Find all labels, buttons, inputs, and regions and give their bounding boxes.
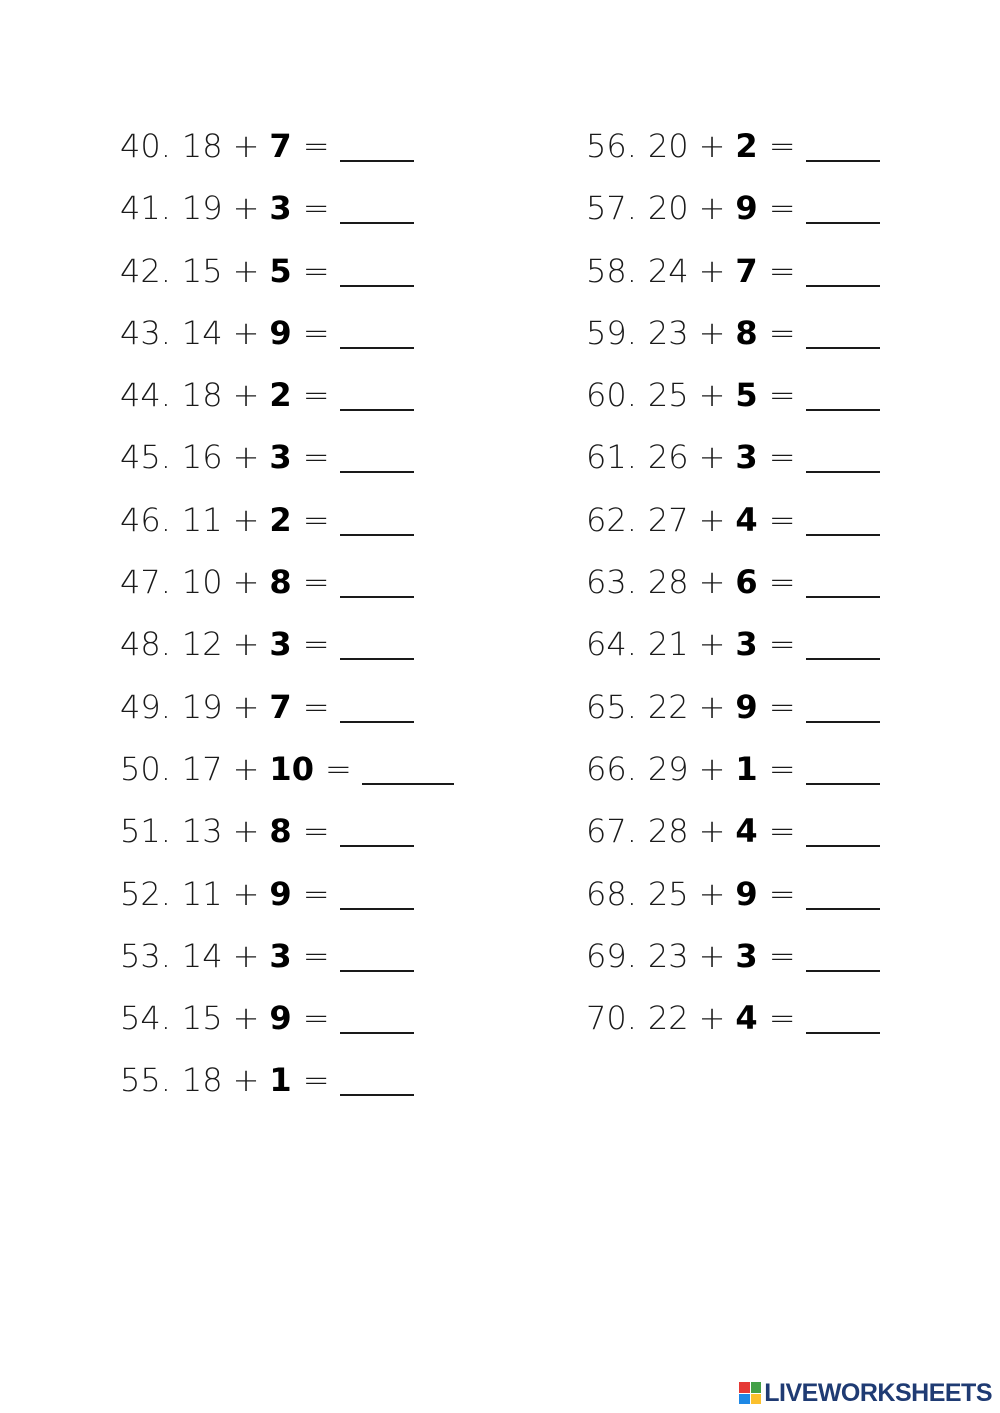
problem-number: 64. (586, 625, 637, 664)
first-addend: 20 (647, 189, 689, 228)
equals-sign: = (768, 687, 796, 726)
problem-row (120, 616, 454, 678)
equals-sign: = (302, 999, 330, 1038)
second-addend: 1 (735, 749, 758, 788)
plus-sign: + (232, 625, 260, 664)
problem-row (120, 243, 454, 305)
first-addend: 12 (181, 625, 223, 664)
answer-blank[interactable] (340, 222, 414, 224)
first-addend: 19 (181, 687, 223, 726)
first-addend: 23 (647, 313, 689, 352)
liveworksheets-logo-icon (739, 1382, 761, 1404)
answer-blank[interactable] (806, 160, 880, 162)
first-addend: 10 (181, 563, 223, 602)
plus-sign: + (232, 376, 260, 415)
second-addend: 3 (735, 625, 758, 664)
problem-row (586, 741, 880, 803)
plus-sign: + (232, 749, 260, 788)
problem-row (120, 1052, 454, 1114)
equals-sign: = (768, 936, 796, 975)
equals-sign: = (768, 874, 796, 913)
answer-blank[interactable] (362, 783, 454, 785)
problem-row (120, 429, 454, 491)
second-addend: 7 (269, 127, 292, 165)
answer-blank[interactable] (340, 347, 414, 349)
problem-number: 48. (120, 625, 171, 664)
answer-blank[interactable] (340, 409, 414, 411)
second-addend: 7 (269, 687, 292, 726)
problem-number: 66. (586, 749, 637, 788)
answer-blank[interactable] (806, 471, 880, 473)
problem-number: 69. (586, 936, 637, 975)
problem-row (586, 803, 880, 865)
problem-number: 65. (586, 687, 637, 726)
first-addend: 13 (181, 812, 223, 851)
answer-blank[interactable] (340, 160, 414, 162)
plus-sign: + (232, 251, 260, 290)
first-addend: 19 (181, 189, 223, 228)
problem-row (586, 616, 880, 678)
problem-row (120, 118, 454, 180)
plus-sign: + (698, 749, 726, 788)
problem-row (120, 180, 454, 242)
answer-blank[interactable] (806, 409, 880, 411)
problem-row (120, 305, 454, 367)
equals-sign: = (768, 376, 796, 415)
plus-sign: + (232, 500, 260, 539)
problem-row (120, 741, 454, 803)
plus-sign: + (698, 812, 726, 851)
problem-row (120, 367, 454, 429)
second-addend: 9 (735, 874, 758, 913)
plus-sign: + (232, 936, 260, 975)
problem-number: 59. (586, 313, 637, 352)
plus-sign: + (698, 127, 726, 165)
equals-sign: = (302, 376, 330, 415)
plus-sign: + (698, 438, 726, 477)
second-addend: 2 (269, 376, 292, 415)
answer-blank[interactable] (806, 658, 880, 660)
plus-sign: + (232, 563, 260, 602)
plus-sign: + (232, 313, 260, 352)
second-addend: 9 (735, 687, 758, 726)
plus-sign: + (698, 563, 726, 602)
second-addend: 9 (269, 313, 292, 352)
plus-sign: + (698, 999, 726, 1038)
second-addend: 4 (735, 999, 758, 1038)
problem-row (586, 243, 880, 305)
second-addend: 8 (269, 812, 292, 851)
problem-row (586, 118, 880, 180)
equals-sign: = (302, 1061, 330, 1100)
second-addend: 5 (269, 251, 292, 290)
problem-number: 40. (120, 127, 171, 165)
problem-number: 58. (586, 251, 637, 290)
logo-square-yellow (751, 1394, 762, 1405)
problem-row (586, 866, 880, 928)
plus-sign: + (232, 438, 260, 477)
problem-number: 60. (586, 376, 637, 415)
second-addend: 9 (269, 874, 292, 913)
equals-sign: = (768, 999, 796, 1038)
equals-sign: = (768, 563, 796, 602)
problem-number: 46. (120, 500, 171, 539)
answer-blank[interactable] (806, 222, 880, 224)
problem-row (120, 679, 454, 741)
equals-sign: = (302, 313, 330, 352)
second-addend: 1 (269, 1061, 292, 1100)
first-addend: 23 (647, 936, 689, 975)
first-addend: 29 (647, 749, 689, 788)
plus-sign: + (698, 251, 726, 290)
problem-number: 68. (586, 874, 637, 913)
first-addend: 20 (647, 127, 689, 165)
second-addend: 4 (735, 500, 758, 539)
second-addend: 2 (269, 500, 292, 539)
first-addend: 26 (647, 438, 689, 477)
equals-sign: = (768, 749, 796, 788)
equals-sign: = (302, 127, 330, 165)
equals-sign: = (302, 563, 330, 602)
problem-number: 61. (586, 438, 637, 477)
problem-number: 47. (120, 563, 171, 602)
plus-sign: + (698, 687, 726, 726)
answer-blank[interactable] (340, 845, 414, 847)
second-addend: 3 (269, 625, 292, 664)
second-addend: 5 (735, 376, 758, 415)
first-addend: 15 (181, 999, 223, 1038)
equals-sign: = (768, 625, 796, 664)
equals-sign: = (302, 189, 330, 228)
problem-row (120, 554, 454, 616)
equals-sign: = (302, 625, 330, 664)
plus-sign: + (698, 313, 726, 352)
answer-blank[interactable] (340, 285, 414, 287)
problem-row (586, 180, 880, 242)
problem-row (120, 866, 454, 928)
problem-row (586, 429, 880, 491)
second-addend: 3 (269, 438, 292, 477)
first-addend: 17 (181, 749, 223, 788)
first-addend: 16 (181, 438, 223, 477)
answer-blank[interactable] (806, 721, 880, 723)
equals-sign: = (768, 189, 796, 228)
problem-number: 53. (120, 936, 171, 975)
problem-row (586, 492, 880, 554)
first-addend: 11 (181, 874, 223, 913)
plus-sign: + (698, 376, 726, 415)
plus-sign: + (232, 874, 260, 913)
problem-number: 67. (586, 812, 637, 851)
problem-row (120, 803, 454, 865)
answer-blank[interactable] (340, 534, 414, 536)
problem-row (586, 990, 880, 1052)
first-addend: 21 (647, 625, 689, 664)
plus-sign: + (232, 687, 260, 726)
problem-row (586, 305, 880, 367)
first-addend: 28 (647, 563, 689, 602)
answer-blank[interactable] (806, 534, 880, 536)
problem-number: 41. (120, 189, 171, 228)
logo-square-green (751, 1382, 762, 1393)
problem-row (586, 679, 880, 741)
plus-sign: + (698, 189, 726, 228)
equals-sign: = (302, 251, 330, 290)
answer-blank[interactable] (340, 908, 414, 910)
second-addend: 8 (735, 313, 758, 352)
answer-blank[interactable] (340, 658, 414, 660)
first-addend: 18 (181, 376, 223, 415)
problem-number: 56. (586, 127, 637, 165)
first-addend: 25 (647, 376, 689, 415)
plus-sign: + (232, 1061, 260, 1100)
problem-row (120, 928, 454, 990)
first-addend: 15 (181, 251, 223, 290)
second-addend: 9 (735, 189, 758, 228)
answer-blank[interactable] (806, 908, 880, 910)
problem-number: 52. (120, 874, 171, 913)
first-addend: 18 (181, 127, 223, 165)
problem-number: 57. (586, 189, 637, 228)
plus-sign: + (232, 127, 260, 165)
problem-number: 45. (120, 438, 171, 477)
logo-square-blue (739, 1394, 750, 1405)
problem-number: 55. (120, 1061, 171, 1100)
liveworksheets-logo (739, 1379, 992, 1407)
first-addend: 22 (647, 687, 689, 726)
problem-number: 70. (586, 999, 637, 1038)
second-addend: 6 (735, 563, 758, 602)
first-addend: 11 (181, 500, 223, 539)
problem-number: 51. (120, 812, 171, 851)
first-addend: 28 (647, 812, 689, 851)
plus-sign: + (232, 189, 260, 228)
problem-number: 50. (120, 749, 171, 788)
answer-blank[interactable] (340, 1094, 414, 1096)
equals-sign: = (768, 500, 796, 539)
equals-sign: = (768, 313, 796, 352)
equals-sign: = (302, 936, 330, 975)
answer-blank[interactable] (806, 596, 880, 598)
problem-row (120, 990, 454, 1052)
problem-row (586, 554, 880, 616)
problem-number: 42. (120, 251, 171, 290)
equals-sign: = (302, 687, 330, 726)
logo-square-red (739, 1382, 750, 1393)
first-addend: 25 (647, 874, 689, 913)
second-addend: 9 (269, 999, 292, 1038)
first-addend: 24 (647, 251, 689, 290)
plus-sign: + (698, 625, 726, 664)
answer-blank[interactable] (806, 970, 880, 972)
equals-sign: = (768, 251, 796, 290)
answer-blank[interactable] (340, 721, 414, 723)
second-addend: 4 (735, 812, 758, 851)
answer-blank[interactable] (340, 471, 414, 473)
equals-sign: = (768, 127, 796, 165)
problem-number: 62. (586, 500, 637, 539)
second-addend: 2 (735, 127, 758, 165)
equals-sign: = (768, 812, 796, 851)
second-addend: 3 (735, 936, 758, 975)
right-problem-column (586, 118, 880, 1052)
second-addend: 7 (735, 251, 758, 290)
first-addend: 18 (181, 1061, 223, 1100)
answer-blank[interactable] (806, 845, 880, 847)
answer-blank[interactable] (806, 783, 880, 785)
second-addend: 3 (269, 936, 292, 975)
equals-sign: = (302, 874, 330, 913)
logo-text: LIVEWORKSHEETS (764, 1378, 992, 1407)
equals-sign: = (302, 438, 330, 477)
left-problem-column (120, 118, 454, 1115)
answer-blank[interactable] (806, 347, 880, 349)
equals-sign: = (324, 749, 352, 788)
problem-row (586, 928, 880, 990)
second-addend: 10 (269, 749, 314, 788)
second-addend: 3 (735, 438, 758, 477)
problem-number: 63. (586, 563, 637, 602)
answer-blank[interactable] (340, 970, 414, 972)
problem-number: 54. (120, 999, 171, 1038)
second-addend: 3 (269, 189, 292, 228)
problem-row (586, 367, 880, 429)
equals-sign: = (302, 812, 330, 851)
problem-number: 43. (120, 313, 171, 352)
problem-row (120, 492, 454, 554)
answer-blank[interactable] (806, 285, 880, 287)
problem-number: 49. (120, 687, 171, 726)
plus-sign: + (698, 936, 726, 975)
problem-number: 44. (120, 376, 171, 415)
first-addend: 27 (647, 500, 689, 539)
plus-sign: + (698, 500, 726, 539)
answer-blank[interactable] (340, 596, 414, 598)
first-addend: 14 (181, 313, 223, 352)
answer-blank[interactable] (340, 1032, 414, 1034)
equals-sign: = (302, 500, 330, 539)
plus-sign: + (232, 999, 260, 1038)
second-addend: 8 (269, 563, 292, 602)
first-addend: 22 (647, 999, 689, 1038)
equals-sign: = (768, 438, 796, 477)
first-addend: 14 (181, 936, 223, 975)
plus-sign: + (232, 812, 260, 851)
plus-sign: + (698, 874, 726, 913)
answer-blank[interactable] (806, 1032, 880, 1034)
